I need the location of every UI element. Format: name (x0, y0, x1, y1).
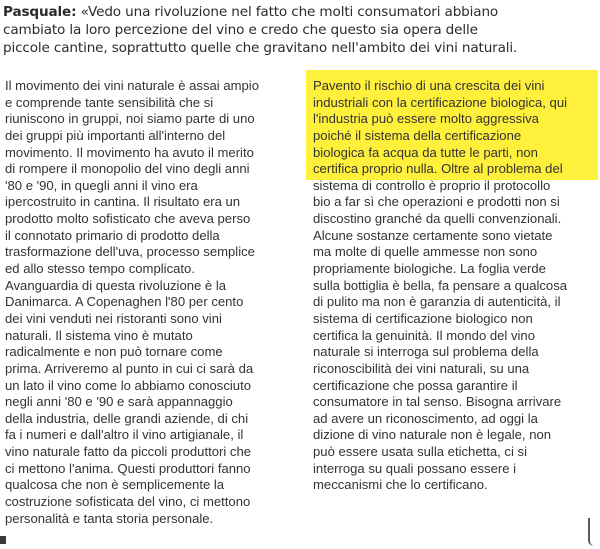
left-column-line: vino naturale fatto da piccoli produttori che (5, 444, 252, 460)
right-column-line: consumatore in tal senso. Bisogna arrivare (313, 394, 562, 410)
mixed-line (313, 161, 598, 178)
left-column-line: della industria, delle grandi aziende, di chi (5, 410, 249, 426)
left-column-line: di rompere il monopolio del vino degli anni (5, 161, 250, 177)
right-column-line: sulla bottiglia è bella, fa pensare a qualcosa (313, 277, 568, 293)
right-column-line: dizione di vino naturale non è legale, non (313, 427, 552, 443)
left-column-line: ci mettono l'anima. Questi produttori fanno (5, 460, 251, 476)
intro-line: «Vedo una rivoluzione nel fatto che molti consumatori abbiano (80, 4, 499, 20)
left-column-line: '80 e '90, in quegli anni il vino era (5, 177, 198, 193)
left-column-line: personalità e tanta storia personale. (5, 510, 214, 526)
left-column-line: Il movimento dei vini naturale è assai ampio (5, 78, 259, 93)
left-column-line: il connotato primario di prodotto della (5, 227, 220, 243)
left-column-line: e comprende tante sensibilità che si (5, 94, 214, 110)
left-column-line: radicalmente e non può tornare come (5, 344, 223, 360)
right-column-line: interroga su quali possano essere i (313, 460, 517, 476)
highlighted-line: industriali con la certificazione biologica, qui (313, 94, 568, 110)
left-column-line: riuniscono in gruppi, noi siamo parte di uno (5, 111, 255, 127)
left-column-line: un lato il vino come lo abbiamo conosciuto (5, 377, 252, 393)
right-column-line: riconoscibilità dei vini naturali, su una (313, 360, 530, 376)
left-column (5, 78, 300, 527)
left-column-line: costruzione sofisticata del vino, ci mettono (5, 494, 251, 510)
right-column-line: bio a far sì che operazioni e prodotti non si (313, 194, 560, 210)
right-column-line: meccanismi che lo certificano. (313, 477, 488, 493)
highlighted-line: poiché il sistema della certificazione (313, 127, 522, 143)
highlighted-text: certifica proprio nulla. (313, 161, 438, 177)
right-column-line: può essere usata sulla etichetta, ci si (313, 444, 527, 460)
right-column-line: sistema di controllo è proprio il protocollo (313, 177, 551, 193)
left-column-line: dei gruppi più importanti all'interno del (5, 127, 226, 143)
right-column-line: naturale si interroga sul problema della (313, 344, 539, 360)
left-column-line: prima. Arriveremo al punto in cui ci sarà da (5, 360, 254, 376)
right-column-line: ad avere un riconoscimento, ad oggi la (313, 410, 538, 426)
left-column-line: movimento. Il movimento ha avuto il merito (5, 144, 254, 160)
left-column-line: ed allo stesso tempo complicato. (5, 261, 195, 277)
left-column-line: dei vini venduti nei ristoranti sono vini (5, 310, 222, 326)
highlighted-line: l'industria può essere molto aggressiva (313, 111, 539, 127)
intro-paragraph (3, 3, 597, 58)
left-column-line: ipercostruito in cantina. Il risultato era un (5, 194, 241, 210)
speaker-name: Pasquale: (3, 4, 77, 20)
left-column-line: Danimarca. A Copenaghen l'80 per cento (5, 294, 244, 310)
left-column-line: negli anni '80 e '90 e sarà appannaggio (5, 394, 233, 410)
left-column-line: naturali. Il sistema vino è mutato (5, 327, 193, 343)
left-column-line: qualcosa che non è semplicemente la (5, 477, 225, 493)
right-column-line: discostino granché da quelli convenzionali. (313, 211, 562, 227)
right-column-line: Alcune sostanze certamente sono vietate (313, 227, 553, 243)
highlighted-line: Pavento il rischio di una crescita dei vini (313, 78, 545, 93)
right-column (313, 78, 598, 494)
page-edge-mark (588, 518, 600, 546)
right-column-line: di pulito ma non è garanzia di autenticità, il (313, 294, 561, 310)
corner-mark (0, 536, 6, 544)
left-column-line: fa i numeri e dall'altro il vino artigianale, il (5, 427, 244, 443)
right-column-line: certificazione che possa garantire il (313, 377, 518, 393)
right-column-line: certifica la genuinità. Il mondo del vino (313, 327, 535, 343)
right-column-line: ma molte di quelle ammesse non sono (313, 244, 538, 260)
left-column-line: prodotto molto sofisticato che aveva perso (5, 211, 251, 227)
body-text: Oltre al problema del (437, 161, 563, 177)
intro-line: cambiato la loro percezione del vino e credo che questo sia opera delle (3, 22, 478, 39)
right-column-line: sistema di certificazione biologico non (313, 310, 533, 326)
intro-line: piccole cantine, soprattutto quelle che gravitano nell'ambito dei vini naturali. (3, 40, 518, 57)
highlighted-line: biologica fa acqua da tutte le parti, non (313, 144, 538, 160)
left-column-line: trasformazione dell'uva, processo semplice (5, 244, 255, 260)
left-column-line: Avanguardia di questa rivoluzione è la (5, 277, 227, 293)
right-column-line: propriamente biologiche. La foglia verde (313, 261, 546, 277)
